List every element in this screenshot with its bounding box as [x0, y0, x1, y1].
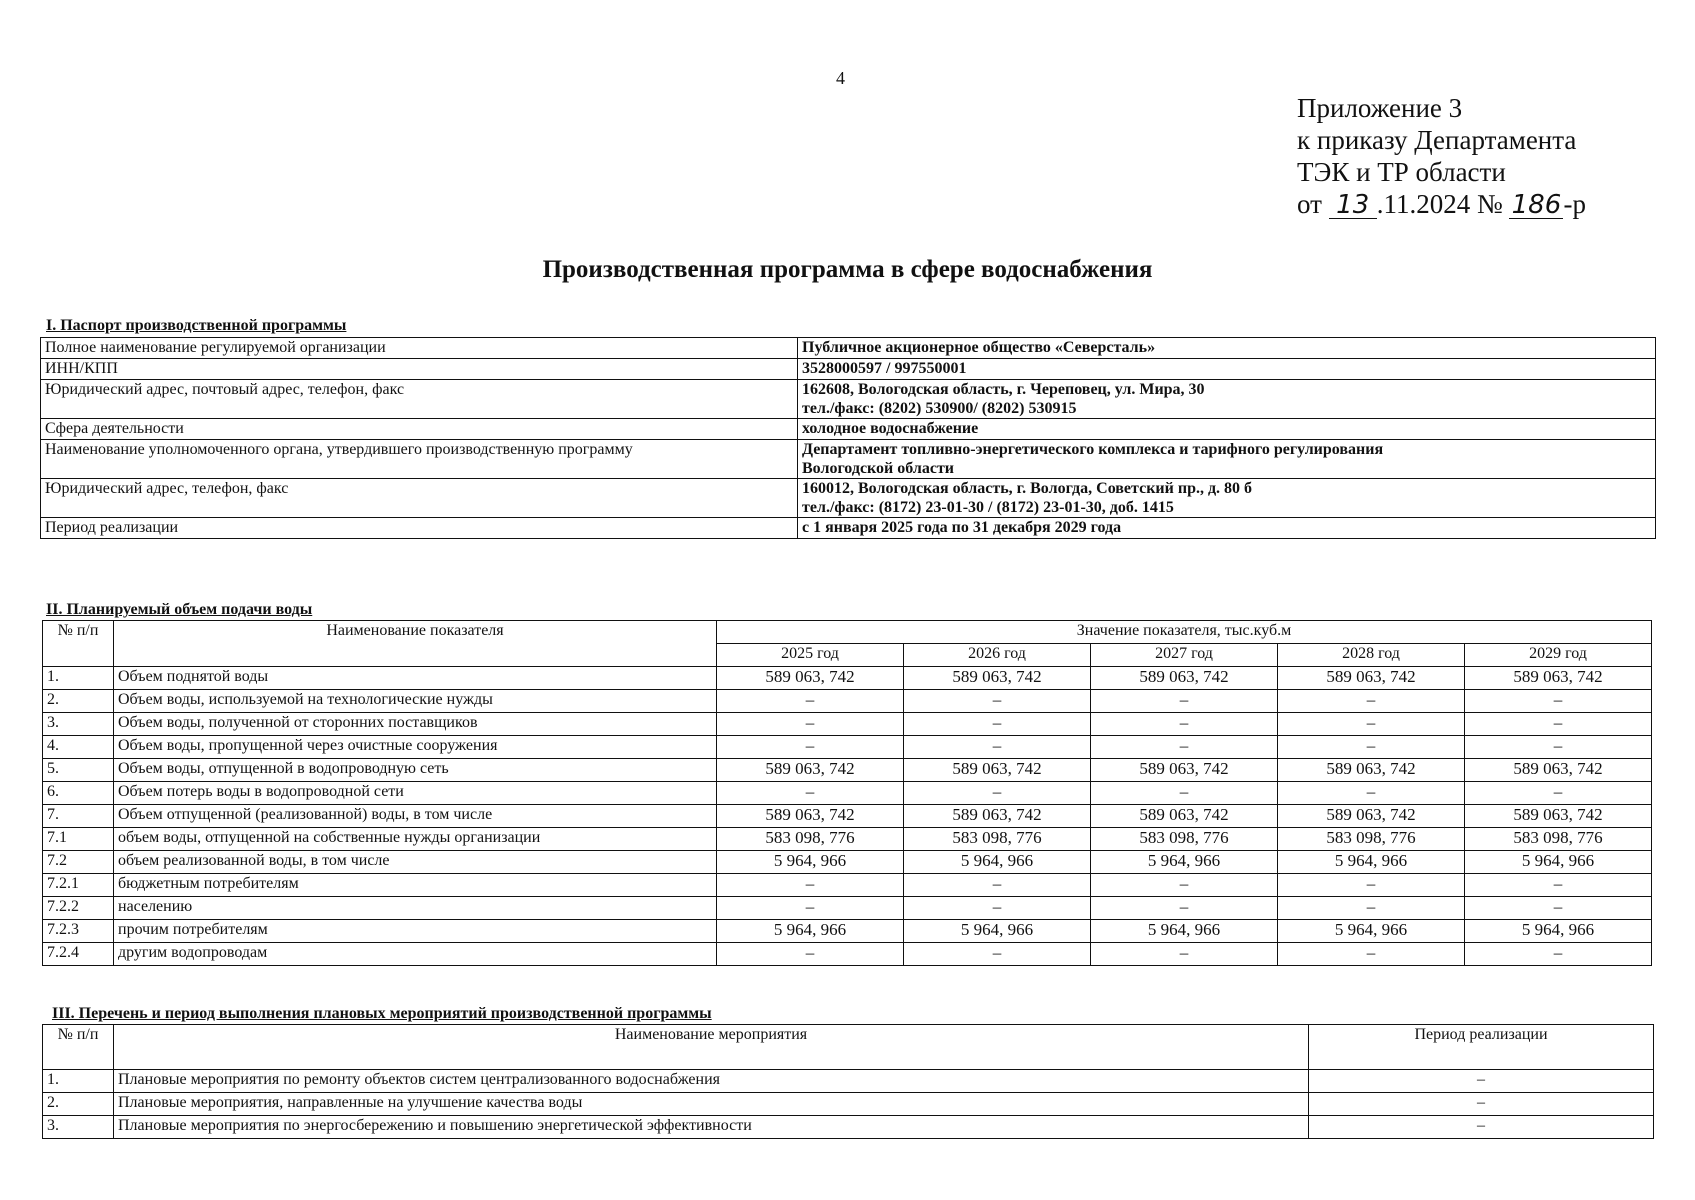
indicator-value: –	[1278, 713, 1465, 736]
date-rest: .11.2024 №	[1376, 189, 1503, 219]
row-number: 2.	[43, 690, 114, 713]
row-number: 7.	[43, 805, 114, 828]
indicator-value: –	[717, 897, 904, 920]
passport-value: Публичное акционерное общество «Северсталь»	[802, 339, 1156, 356]
passport-label: ИНН/КПП	[41, 359, 798, 380]
indicator-value: –	[1278, 736, 1465, 759]
passport-value: 162608, Вологодская область, г. Череповец, ул. Мира, 30	[802, 381, 1205, 398]
indicator-value: –	[1278, 943, 1465, 966]
indicator-value: –	[904, 713, 1091, 736]
measures-table	[42, 1024, 1654, 1139]
year-header: 2027 год	[1091, 644, 1278, 667]
year-header: 2029 год	[1465, 644, 1652, 667]
measures-header-row	[43, 1025, 1654, 1070]
volume-header-row-1	[43, 621, 1652, 644]
table-row	[43, 1116, 1654, 1139]
indicator-value: 589 063, 742	[904, 667, 1091, 690]
table-row	[43, 1070, 1654, 1093]
indicator-value: –	[1091, 943, 1278, 966]
indicator-name: объем воды, отпущенной на собственные нужды организации	[114, 828, 717, 851]
indicator-value: –	[1278, 897, 1465, 920]
indicator-value: –	[904, 782, 1091, 805]
indicator-value: 583 098, 776	[1091, 828, 1278, 851]
row-number: 4.	[43, 736, 114, 759]
passport-table	[40, 337, 1656, 539]
indicator-value: 5 964, 966	[1091, 851, 1278, 874]
indicator-value: –	[717, 736, 904, 759]
indicator-value: 583 098, 776	[1278, 828, 1465, 851]
passport-label: Юридический адрес, почтовый адрес, телефон, факс	[41, 380, 798, 419]
passport-value-line2: тел./факс: (8202) 530900/ (8202) 530915	[802, 400, 1077, 417]
table-row	[43, 1093, 1654, 1116]
indicator-name: населению	[114, 897, 717, 920]
table-row	[43, 667, 1652, 690]
indicator-value: 5 964, 966	[1465, 851, 1652, 874]
indicator-value: –	[904, 943, 1091, 966]
indicator-value: –	[1465, 690, 1652, 713]
passport-label: Полное наименование регулируемой организации	[41, 338, 798, 359]
annex-line-1: Приложение 3	[1297, 93, 1463, 123]
table-row	[43, 851, 1652, 874]
order-suffix: -р	[1563, 189, 1586, 219]
row-number: 5.	[43, 759, 114, 782]
passport-row	[41, 419, 1656, 440]
indicator-value: –	[1465, 782, 1652, 805]
indicator-value: 5 964, 966	[1278, 851, 1465, 874]
passport-label: Период реализации	[41, 518, 798, 539]
measure-name: Плановые мероприятия по ремонту объектов систем централизованного водоснабжения	[114, 1070, 1309, 1093]
page-number: 4	[836, 68, 845, 88]
col-group-header: Значение показателя, тыс.куб.м	[717, 621, 1652, 644]
passport-row	[41, 380, 1656, 419]
table-row	[43, 713, 1652, 736]
annex-block	[1297, 92, 1586, 220]
indicator-value: 583 098, 776	[904, 828, 1091, 851]
indicator-value: 589 063, 742	[1091, 759, 1278, 782]
measures-col-period: Период реализации	[1309, 1025, 1654, 1070]
table-row	[43, 920, 1652, 943]
indicator-value: 589 063, 742	[1465, 667, 1652, 690]
table-row	[43, 874, 1652, 897]
handwritten-day: 13	[1329, 192, 1377, 219]
indicator-name: Объем отпущенной (реализованной) воды, в том числе	[114, 805, 717, 828]
passport-row	[41, 338, 1656, 359]
passport-label: Юридический адрес, телефон, факс	[41, 479, 798, 518]
passport-value-cell	[798, 380, 1656, 419]
passport-value-line2: Вологодской области	[802, 460, 955, 477]
indicator-value: –	[717, 943, 904, 966]
row-number: 7.2	[43, 851, 114, 874]
passport-value: 160012, Вологодская область, г. Вологда, Советский пр., д. 80 б	[802, 480, 1253, 497]
indicator-value: –	[717, 690, 904, 713]
passport-row	[41, 359, 1656, 380]
indicator-name: Объем воды, используемой на технологические нужды	[114, 690, 717, 713]
passport-value: 3528000597 / 997550001	[802, 360, 967, 377]
col-name-header: Наименование показателя	[114, 621, 717, 667]
indicator-value: –	[717, 713, 904, 736]
indicator-name: объем реализованной воды, в том числе	[114, 851, 717, 874]
table-row	[43, 759, 1652, 782]
table-row	[43, 736, 1652, 759]
indicator-value: –	[1091, 782, 1278, 805]
passport-value-cell	[798, 419, 1656, 440]
indicator-value: 5 964, 966	[904, 920, 1091, 943]
indicator-name: Объем поднятой воды	[114, 667, 717, 690]
indicator-name: Объем воды, отпущенной в водопроводную сеть	[114, 759, 717, 782]
measure-number: 3.	[43, 1116, 114, 1139]
indicator-value: –	[1465, 897, 1652, 920]
measure-period: –	[1309, 1093, 1654, 1116]
indicator-value: –	[1091, 736, 1278, 759]
indicator-value: 5 964, 966	[1465, 920, 1652, 943]
passport-row	[41, 440, 1656, 479]
indicator-value: 5 964, 966	[717, 851, 904, 874]
indicator-value: –	[1278, 782, 1465, 805]
indicator-value: –	[1091, 897, 1278, 920]
indicator-value: 5 964, 966	[1091, 920, 1278, 943]
indicator-value: 589 063, 742	[717, 759, 904, 782]
indicator-value: –	[717, 874, 904, 897]
annex-date-line	[1297, 188, 1586, 220]
indicator-value: 589 063, 742	[1465, 759, 1652, 782]
indicator-name: Объем воды, полученной от сторонних поставщиков	[114, 713, 717, 736]
passport-value-cell	[798, 440, 1656, 479]
measures-heading: III. Перечень и период выполнения плановых мероприятий производственной программы	[52, 1005, 712, 1022]
indicator-value: 589 063, 742	[717, 667, 904, 690]
passport-row	[41, 479, 1656, 518]
passport-value-cell	[798, 338, 1656, 359]
indicator-name: прочим потребителям	[114, 920, 717, 943]
passport-value: холодное водоснабжение	[802, 420, 979, 437]
measure-name: Плановые мероприятия, направленные на улучшение качества воды	[114, 1093, 1309, 1116]
annex-line-2: к приказу Департамента	[1297, 125, 1577, 155]
measure-period: –	[1309, 1116, 1654, 1139]
passport-value-cell	[798, 518, 1656, 539]
indicator-value: –	[1091, 874, 1278, 897]
indicator-value: –	[1091, 713, 1278, 736]
table-row	[43, 897, 1652, 920]
passport-value-cell	[798, 479, 1656, 518]
table-row	[43, 805, 1652, 828]
measures-col-num: № п/п	[43, 1025, 114, 1070]
year-header: 2028 год	[1278, 644, 1465, 667]
indicator-value: 589 063, 742	[1278, 805, 1465, 828]
year-header: 2025 год	[717, 644, 904, 667]
indicator-value: –	[1465, 713, 1652, 736]
indicator-value: –	[1278, 690, 1465, 713]
indicator-value: –	[904, 736, 1091, 759]
handwritten-order-number: 186	[1509, 192, 1563, 219]
row-number: 6.	[43, 782, 114, 805]
indicator-name: Объем потерь воды в водопроводной сети	[114, 782, 717, 805]
indicator-value: 589 063, 742	[1278, 759, 1465, 782]
indicator-value: –	[904, 874, 1091, 897]
measures-col-name: Наименование мероприятия	[114, 1025, 1309, 1070]
indicator-name: другим водопроводам	[114, 943, 717, 966]
passport-label: Наименование уполномоченного органа, утвердившего производственную программу	[41, 440, 798, 479]
indicator-value: 589 063, 742	[904, 805, 1091, 828]
table-row	[43, 828, 1652, 851]
indicator-value: 5 964, 966	[904, 851, 1091, 874]
passport-value: с 1 января 2025 года по 31 декабря 2029 года	[802, 519, 1122, 536]
measure-number: 1.	[43, 1070, 114, 1093]
document-title: Производственная программа в сфере водоснабжения	[542, 256, 1153, 283]
row-number: 7.2.3	[43, 920, 114, 943]
row-number: 1.	[43, 667, 114, 690]
indicator-value: –	[904, 897, 1091, 920]
indicator-value: 589 063, 742	[1091, 805, 1278, 828]
row-number: 3.	[43, 713, 114, 736]
row-number: 7.2.4	[43, 943, 114, 966]
indicator-value: 5 964, 966	[1278, 920, 1465, 943]
passport-label: Сфера деятельности	[41, 419, 798, 440]
measure-name: Плановые мероприятия по энергосбережению и повышению энергетической эффективности	[114, 1116, 1309, 1139]
indicator-value: –	[1465, 736, 1652, 759]
indicator-value: 589 063, 742	[1465, 805, 1652, 828]
passport-value: Департамент топливно-энергетического комплекса и тарифного регулирования	[802, 441, 1384, 458]
indicator-value: 583 098, 776	[717, 828, 904, 851]
date-prefix: от	[1297, 189, 1322, 219]
year-header: 2026 год	[904, 644, 1091, 667]
indicator-value: 589 063, 742	[1091, 667, 1278, 690]
indicator-value: –	[1465, 874, 1652, 897]
table-row	[43, 943, 1652, 966]
row-number: 7.1	[43, 828, 114, 851]
row-number: 7.2.1	[43, 874, 114, 897]
indicator-value: 5 964, 966	[717, 920, 904, 943]
indicator-value: 589 063, 742	[904, 759, 1091, 782]
indicator-value: 589 063, 742	[717, 805, 904, 828]
table-row	[43, 690, 1652, 713]
indicator-value: 583 098, 776	[1465, 828, 1652, 851]
indicator-value: –	[1465, 943, 1652, 966]
measure-period: –	[1309, 1070, 1654, 1093]
passport-value-line2: тел./факс: (8172) 23-01-30 / (8172) 23-01-30, доб. 1415	[802, 499, 1174, 516]
passport-value-cell	[798, 359, 1656, 380]
indicator-name: бюджетным потребителям	[114, 874, 717, 897]
row-number: 7.2.2	[43, 897, 114, 920]
indicator-value: –	[717, 782, 904, 805]
table-row	[43, 782, 1652, 805]
passport-row	[41, 518, 1656, 539]
indicator-value: –	[1091, 690, 1278, 713]
measure-number: 2.	[43, 1093, 114, 1116]
indicator-value: 589 063, 742	[1278, 667, 1465, 690]
indicator-value: –	[904, 690, 1091, 713]
annex-line-3: ТЭК и ТР области	[1297, 157, 1506, 187]
col-num-header: № п/п	[43, 621, 114, 667]
indicator-value: –	[1278, 874, 1465, 897]
volume-heading: II. Планируемый объем подачи воды	[46, 601, 313, 618]
indicator-name: Объем воды, пропущенной через очистные сооружения	[114, 736, 717, 759]
passport-heading: I. Паспорт производственной программы	[46, 317, 347, 334]
volume-table	[42, 620, 1652, 966]
